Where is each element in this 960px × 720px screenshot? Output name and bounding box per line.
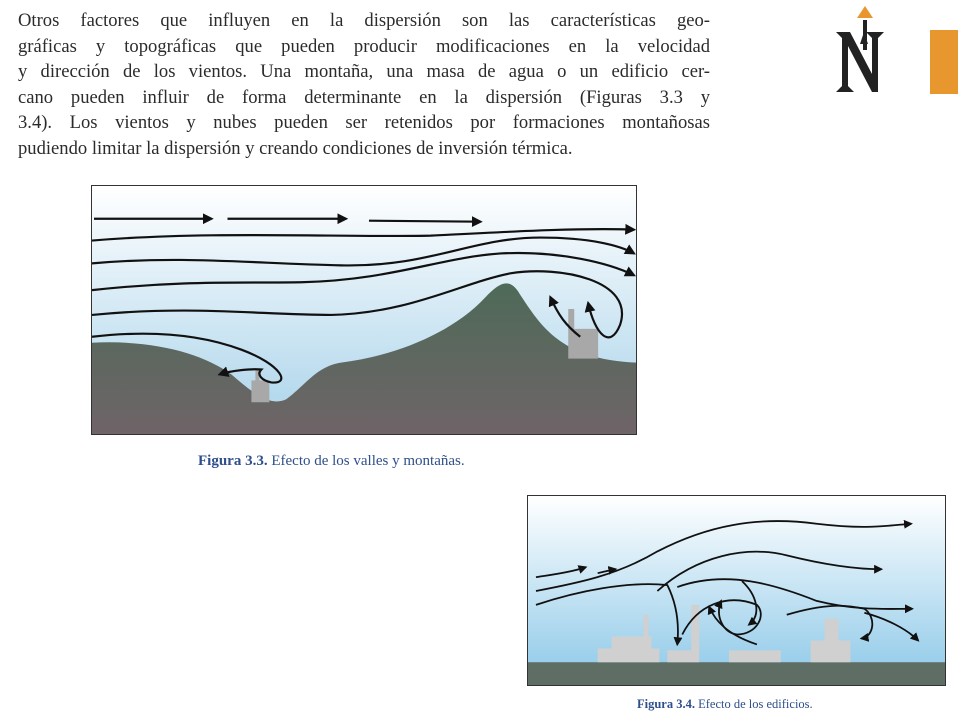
paragraph-line: gráficas y topográficas que pueden producir modificaciones en la velocidad bbox=[18, 35, 710, 57]
publisher-logo bbox=[830, 4, 960, 100]
paragraph-line: y dirección de los vientos. Una montaña, una masa de agua o un edificio cer- bbox=[18, 61, 710, 82]
figure-valleys-mountains bbox=[91, 185, 637, 435]
paragraph-line: Otros factores que influyen en la dispersión son las características geo- bbox=[18, 10, 710, 31]
figure-3-4-text: Efecto de los edificios. bbox=[698, 697, 813, 711]
body-paragraph bbox=[18, 8, 710, 161]
paragraph-line: pudiendo limitar la dispersión y creando condiciones de inversión térmica. bbox=[18, 137, 573, 159]
figure-buildings bbox=[527, 495, 946, 686]
paragraph-line: cano pueden influir de forma determinante en la dispersión (Figuras 3.3 y bbox=[18, 86, 710, 108]
ground bbox=[528, 662, 945, 685]
figure-3-3-text: Efecto de los valles y montañas. bbox=[271, 453, 465, 469]
figure-3-4-label: Figura 3.4. bbox=[637, 697, 695, 711]
figure-3-3-caption bbox=[198, 453, 465, 470]
figure-3-4-caption bbox=[637, 697, 813, 712]
paragraph-line: 3.4). Los vientos y nubes pueden ser retenidos por formaciones montañosas bbox=[18, 112, 710, 133]
logo-orange-bar bbox=[930, 30, 958, 94]
mountain-factory bbox=[568, 329, 598, 359]
logo-n-mark bbox=[836, 6, 884, 92]
valley-factory bbox=[251, 380, 269, 402]
figure-3-3-label: Figura 3.3. bbox=[198, 453, 268, 469]
